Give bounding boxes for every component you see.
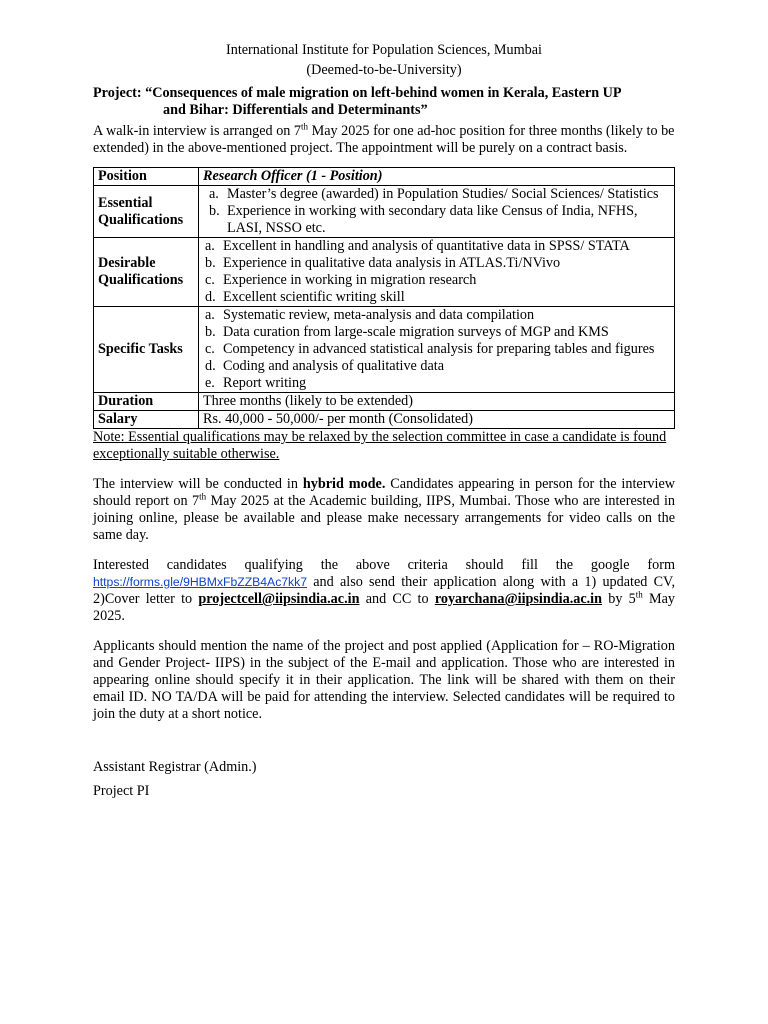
list-item: a. Master’s degree (awarded) in Population Studies/ Social Sciences/ Statistics [209,186,659,202]
project-title [93,85,675,119]
tasks-list [203,307,670,392]
intro-paragraph: A walk-in interview is arranged on 7th May 2025 for one ad-hoc position for three months (likely to be extended) in the above-mentioned project. The appointment will be purely on a contract basis. [93,121,675,156]
institute-name: International Institute for Population Sciences, Mumbai [226,42,542,58]
relaxation-note: Note: Essential qualifications may be relaxed by the selection committee in case a candidate is found exceptionally suitable otherwise. [93,429,667,462]
list-item: a. Systematic review, meta-analysis and data compilation [205,307,535,323]
desirable-label: Desirable Qualifications [94,238,199,307]
position-label: Position [94,168,199,186]
list-item: e. Report writing [205,375,307,391]
project-title-line1: Project: “Consequences of male migration on left-behind women in Kerala, Eastern UP [93,85,622,101]
duration-label: Duration [94,393,199,411]
table-row-position [94,168,675,186]
document-page [93,42,675,800]
list-item: d. Coding and analysis of qualitative data [205,358,445,374]
salary-label: Salary [94,411,199,429]
list-item: b. Data curation from large-scale migration surveys of MGP and KMS [205,324,609,340]
email-projectcell-link[interactable]: projectcell@iipsindia.ac.in [198,591,360,607]
application-paragraph: Interested candidates qualifying the above criteria should fill the google form https://forms.gle/9HBMxFbZZB4Ac7kk7 and also send their application along with a 1) updated CV, 2)Cover letter to projectcell@iipsindia.ac.in and CC to royarchana@iipsindia.ac.in by 5th May 2025. [93,557,675,624]
salary-value: Rs. 40,000 - 50,000/- per month (Consolidated) [199,411,675,429]
assistant-registrar-signature: Assistant Registrar (Admin.) [93,759,257,775]
mode-paragraph: The interview will be conducted in hybrid mode. Candidates appearing in person for the interview should report on 7th May 2025 at the Academic building, IIPS, Mumbai. Those who are interested in joining online, please be available and please make necessary arrangements for video calls on the same day. [93,476,675,543]
tasks-label: Specific Tasks [94,307,199,393]
subject-paragraph: Applicants should mention the name of the project and post applied (Application for – RO-Migration and Gender Project- IIPS) in the subject of the E-mail and application. Those who are interested in appearing online should specify it in their application. The link will be shared with them on their email ID. NO TA/DA will be paid for attending the interview. Selected candidates will be required to join the duty at a short notice. [93,638,675,722]
table-row-tasks [94,307,675,393]
google-form-link[interactable]: https://forms.gle/9HBMxFbZZB4Ac7kk7 [93,575,308,589]
list-item: c. Experience in working in migration research [205,272,477,288]
project-pi-signature: Project PI [93,783,150,799]
list-item: c. Competency in advanced statistical analysis for preparing tables and figures [205,341,655,357]
list-item: a. Excellent in handling and analysis of quantitative data in SPSS/ STATA [205,238,630,254]
duration-value: Three months (likely to be extended) [199,393,675,411]
essential-list [203,186,670,237]
essential-label: Essential Qualifications [94,186,199,238]
list-item: d. Excellent scientific writing skill [205,289,405,305]
table-row-salary [94,411,675,429]
list-item: b. Experience in qualitative data analysis in ATLAS.Ti/NVivo [205,255,561,271]
desirable-list [203,238,670,306]
project-title-line2: and Bihar: Differentials and Determinants” [163,102,428,118]
email-royarchana-link[interactable]: royarchana@iipsindia.ac.in [434,591,603,607]
table-row-desirable [94,238,675,307]
qualifications-table [93,167,675,429]
university-status: (Deemed-to-be-University) [306,62,462,78]
list-item: b. Experience in working with secondary data like Census of India, NFHS, LASI, NSSO etc. [209,203,638,236]
position-value: Research Officer (1 - Position) [199,168,675,186]
table-row-duration [94,393,675,411]
table-row-essential [94,186,675,238]
